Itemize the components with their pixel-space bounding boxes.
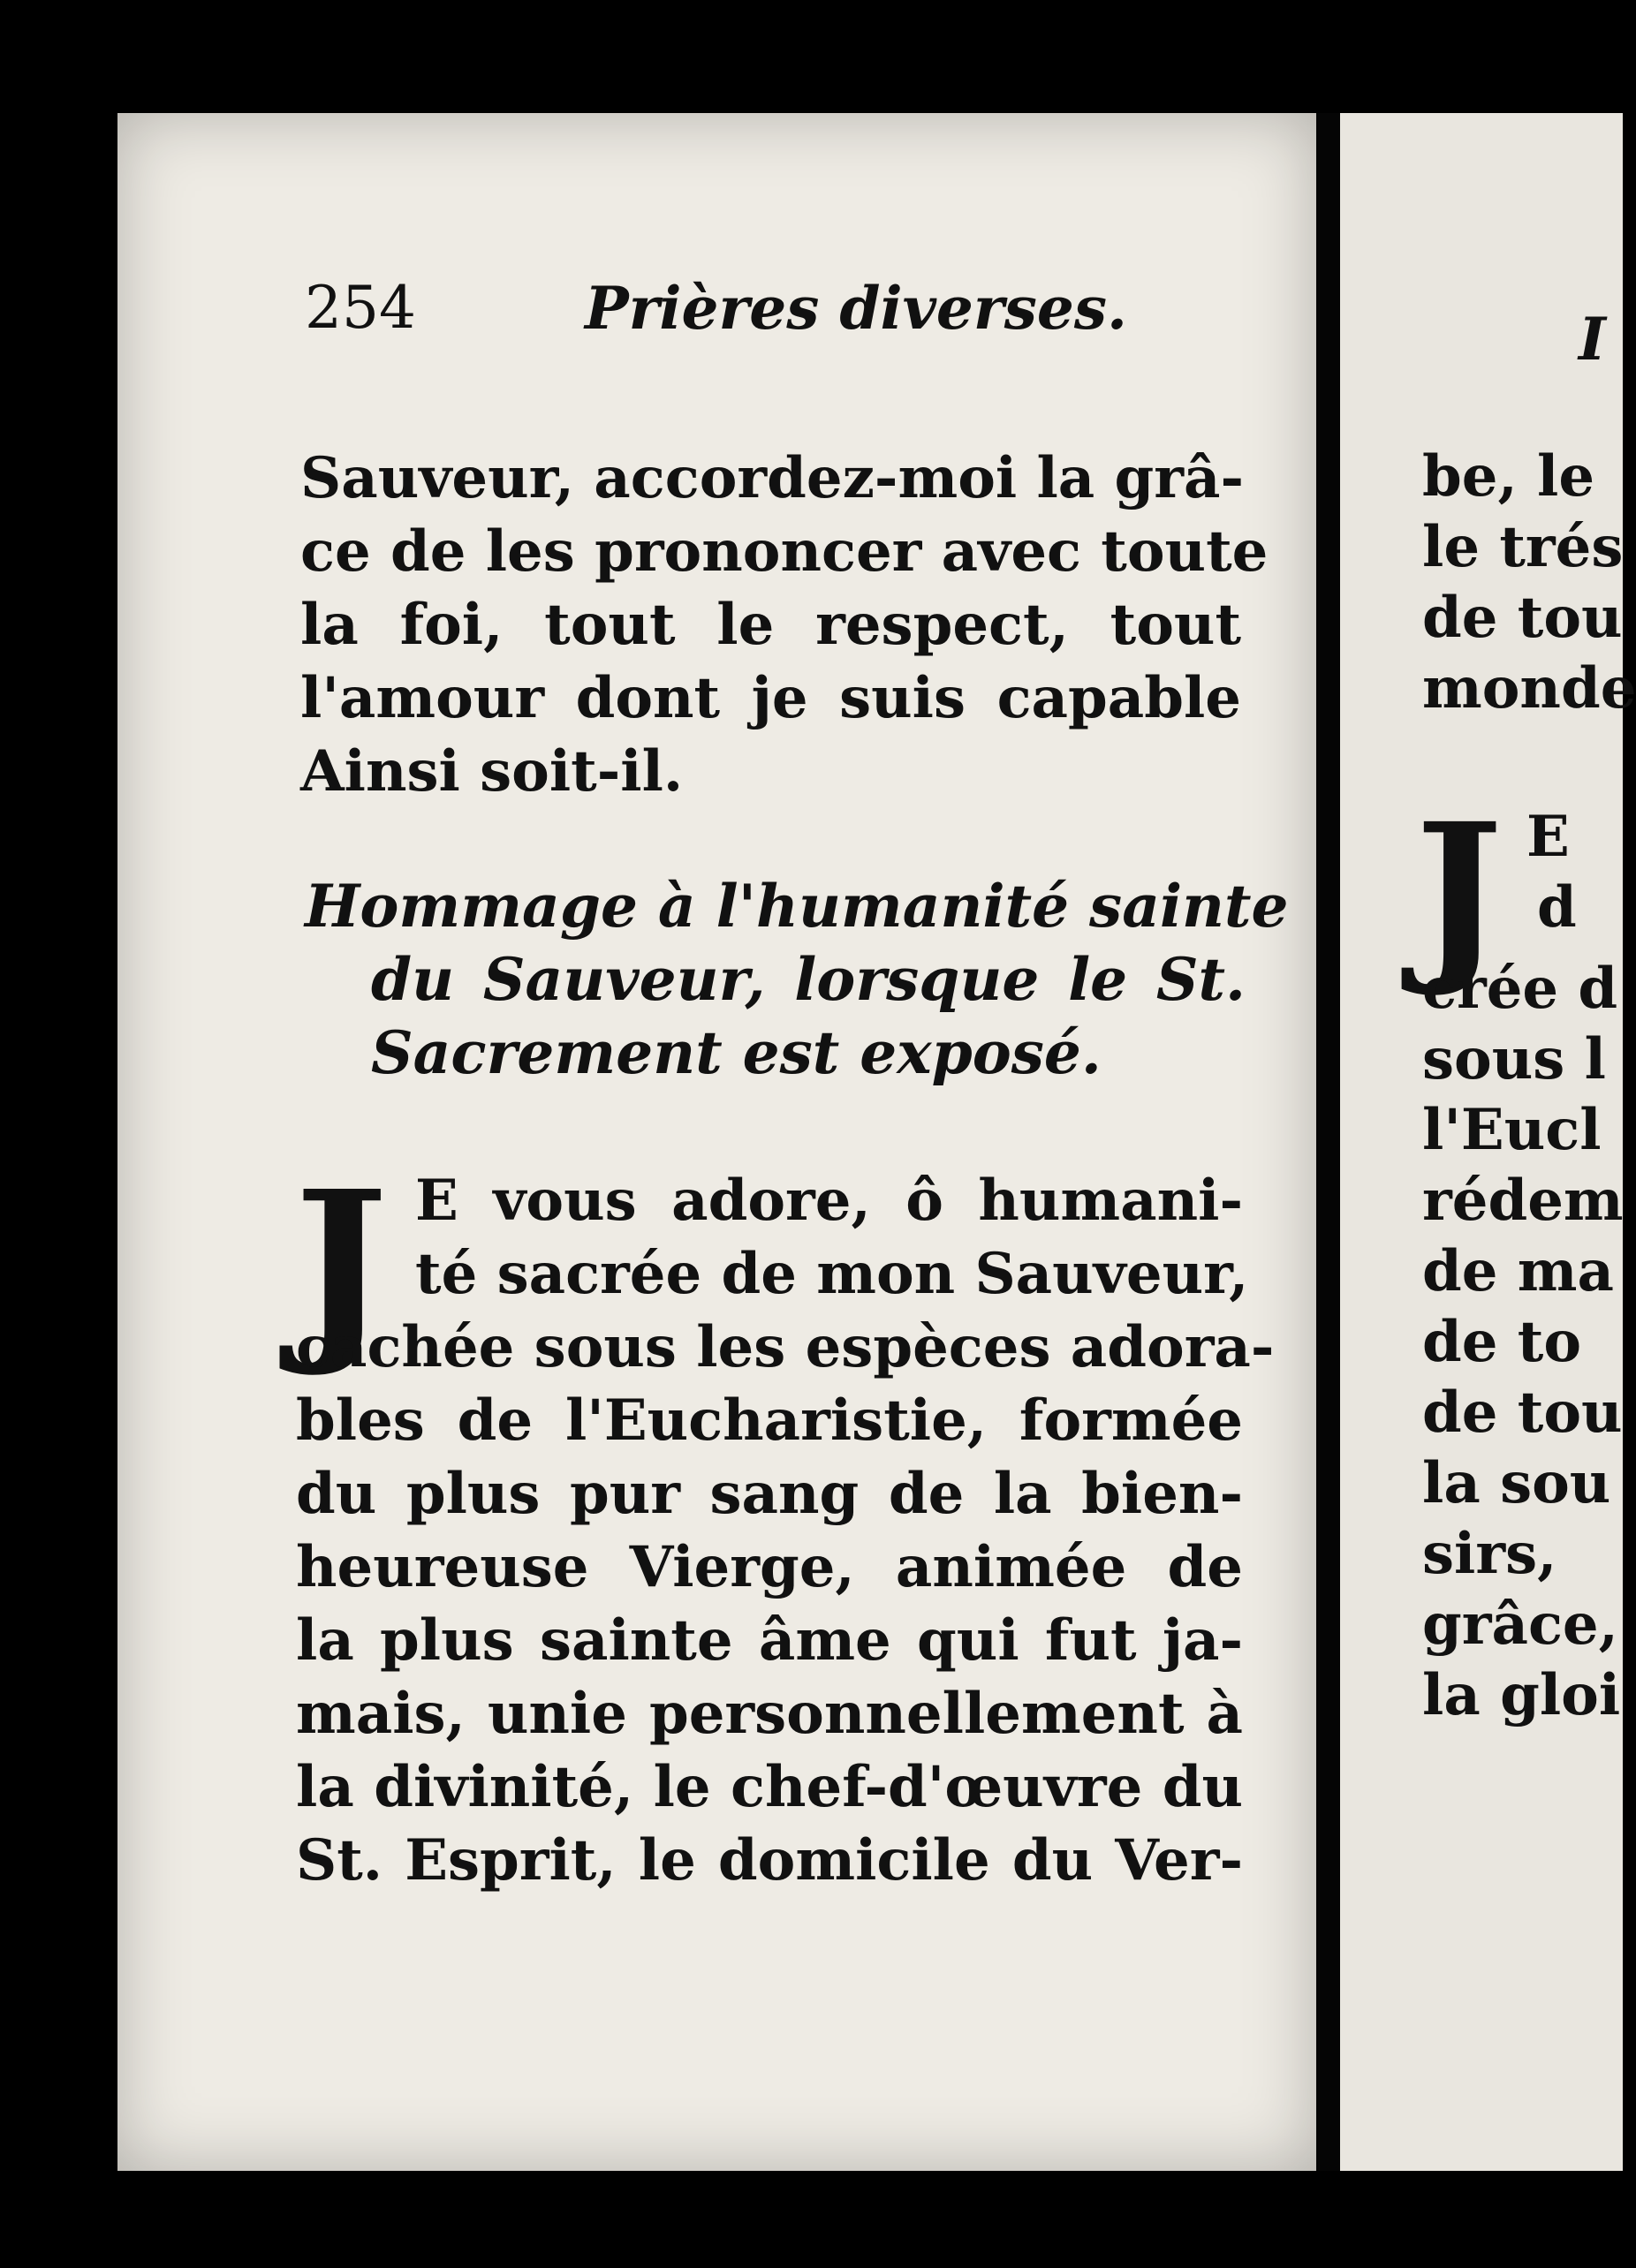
- text-line: de ma: [1422, 1238, 1614, 1304]
- text-line: de tou: [1422, 585, 1623, 651]
- running-title: Prières diverses.: [585, 274, 1127, 343]
- section-heading: [305, 870, 1289, 1090]
- text-line: crée d: [1422, 956, 1618, 1022]
- right-drop-cap: J: [1415, 782, 1503, 1001]
- prayer-paragraph: [294, 1148, 1275, 1897]
- heading-line: Hommage à l'humanité sainte: [305, 872, 1289, 941]
- text-line: bles de l'Eucharistie, formée: [296, 1387, 1243, 1454]
- text-line: l'amour dont je suis capable: [300, 665, 1241, 731]
- heading-line: Sacrement est exposé.: [371, 1018, 1102, 1087]
- right-drop-cap-line: E: [1526, 804, 1570, 870]
- page-number: 254: [305, 274, 416, 342]
- text-line: de to: [1422, 1309, 1581, 1375]
- text-line: sirs,: [1422, 1521, 1557, 1587]
- page-header: [0, 274, 1316, 353]
- right-drop-cap-line: d: [1537, 874, 1577, 941]
- book-gutter: [1316, 113, 1340, 2171]
- text-line: l'Eucl: [1422, 1097, 1602, 1163]
- text-line: rédem: [1422, 1168, 1624, 1234]
- text-line: Sauveur, accordez-moi la grâ-: [300, 445, 1245, 511]
- closing-paragraph: [300, 442, 1269, 808]
- text-line: la plus sainte âme qui fut ja-: [296, 1607, 1243, 1674]
- right-top-lines: [1422, 442, 1636, 724]
- text-line: mais, unie personnellement à: [296, 1681, 1243, 1747]
- right-body-lines: [1422, 954, 1624, 1731]
- text-line: St. Esprit, le domicile du Ver-: [296, 1827, 1243, 1894]
- text-line: le trés: [1422, 514, 1624, 580]
- text-line: E vous adore, ô humani-: [415, 1168, 1243, 1234]
- drop-cap: J: [294, 1148, 389, 1381]
- text-line: ce de les prononcer avec toute: [300, 518, 1269, 585]
- text-line: du plus pur sang de la bien-: [296, 1461, 1243, 1527]
- right-running-title-fragment: I: [1579, 305, 1606, 374]
- text-line: té sacrée de mon Sauveur,: [415, 1241, 1249, 1307]
- text-line: heureuse Vierge, animée de: [296, 1534, 1243, 1600]
- text-line: la sou: [1422, 1450, 1611, 1516]
- text-line: la gloi: [1422, 1662, 1621, 1728]
- text-line: la divinité, le chef-d'œuvre du: [296, 1754, 1243, 1820]
- text-line: cachée sous les espèces adora-: [296, 1314, 1275, 1380]
- text-line: grâce,: [1422, 1591, 1618, 1658]
- text-line: monde: [1422, 655, 1636, 722]
- heading-line: du Sauveur, lorsque le St.: [371, 945, 1246, 1014]
- text-line: sous l: [1422, 1026, 1606, 1092]
- text-line: Ainsi soit-il.: [300, 738, 684, 805]
- text-line: de tou: [1422, 1380, 1623, 1446]
- text-line: la foi, tout le respect, tout: [300, 592, 1241, 658]
- text-line: be, le: [1422, 443, 1595, 510]
